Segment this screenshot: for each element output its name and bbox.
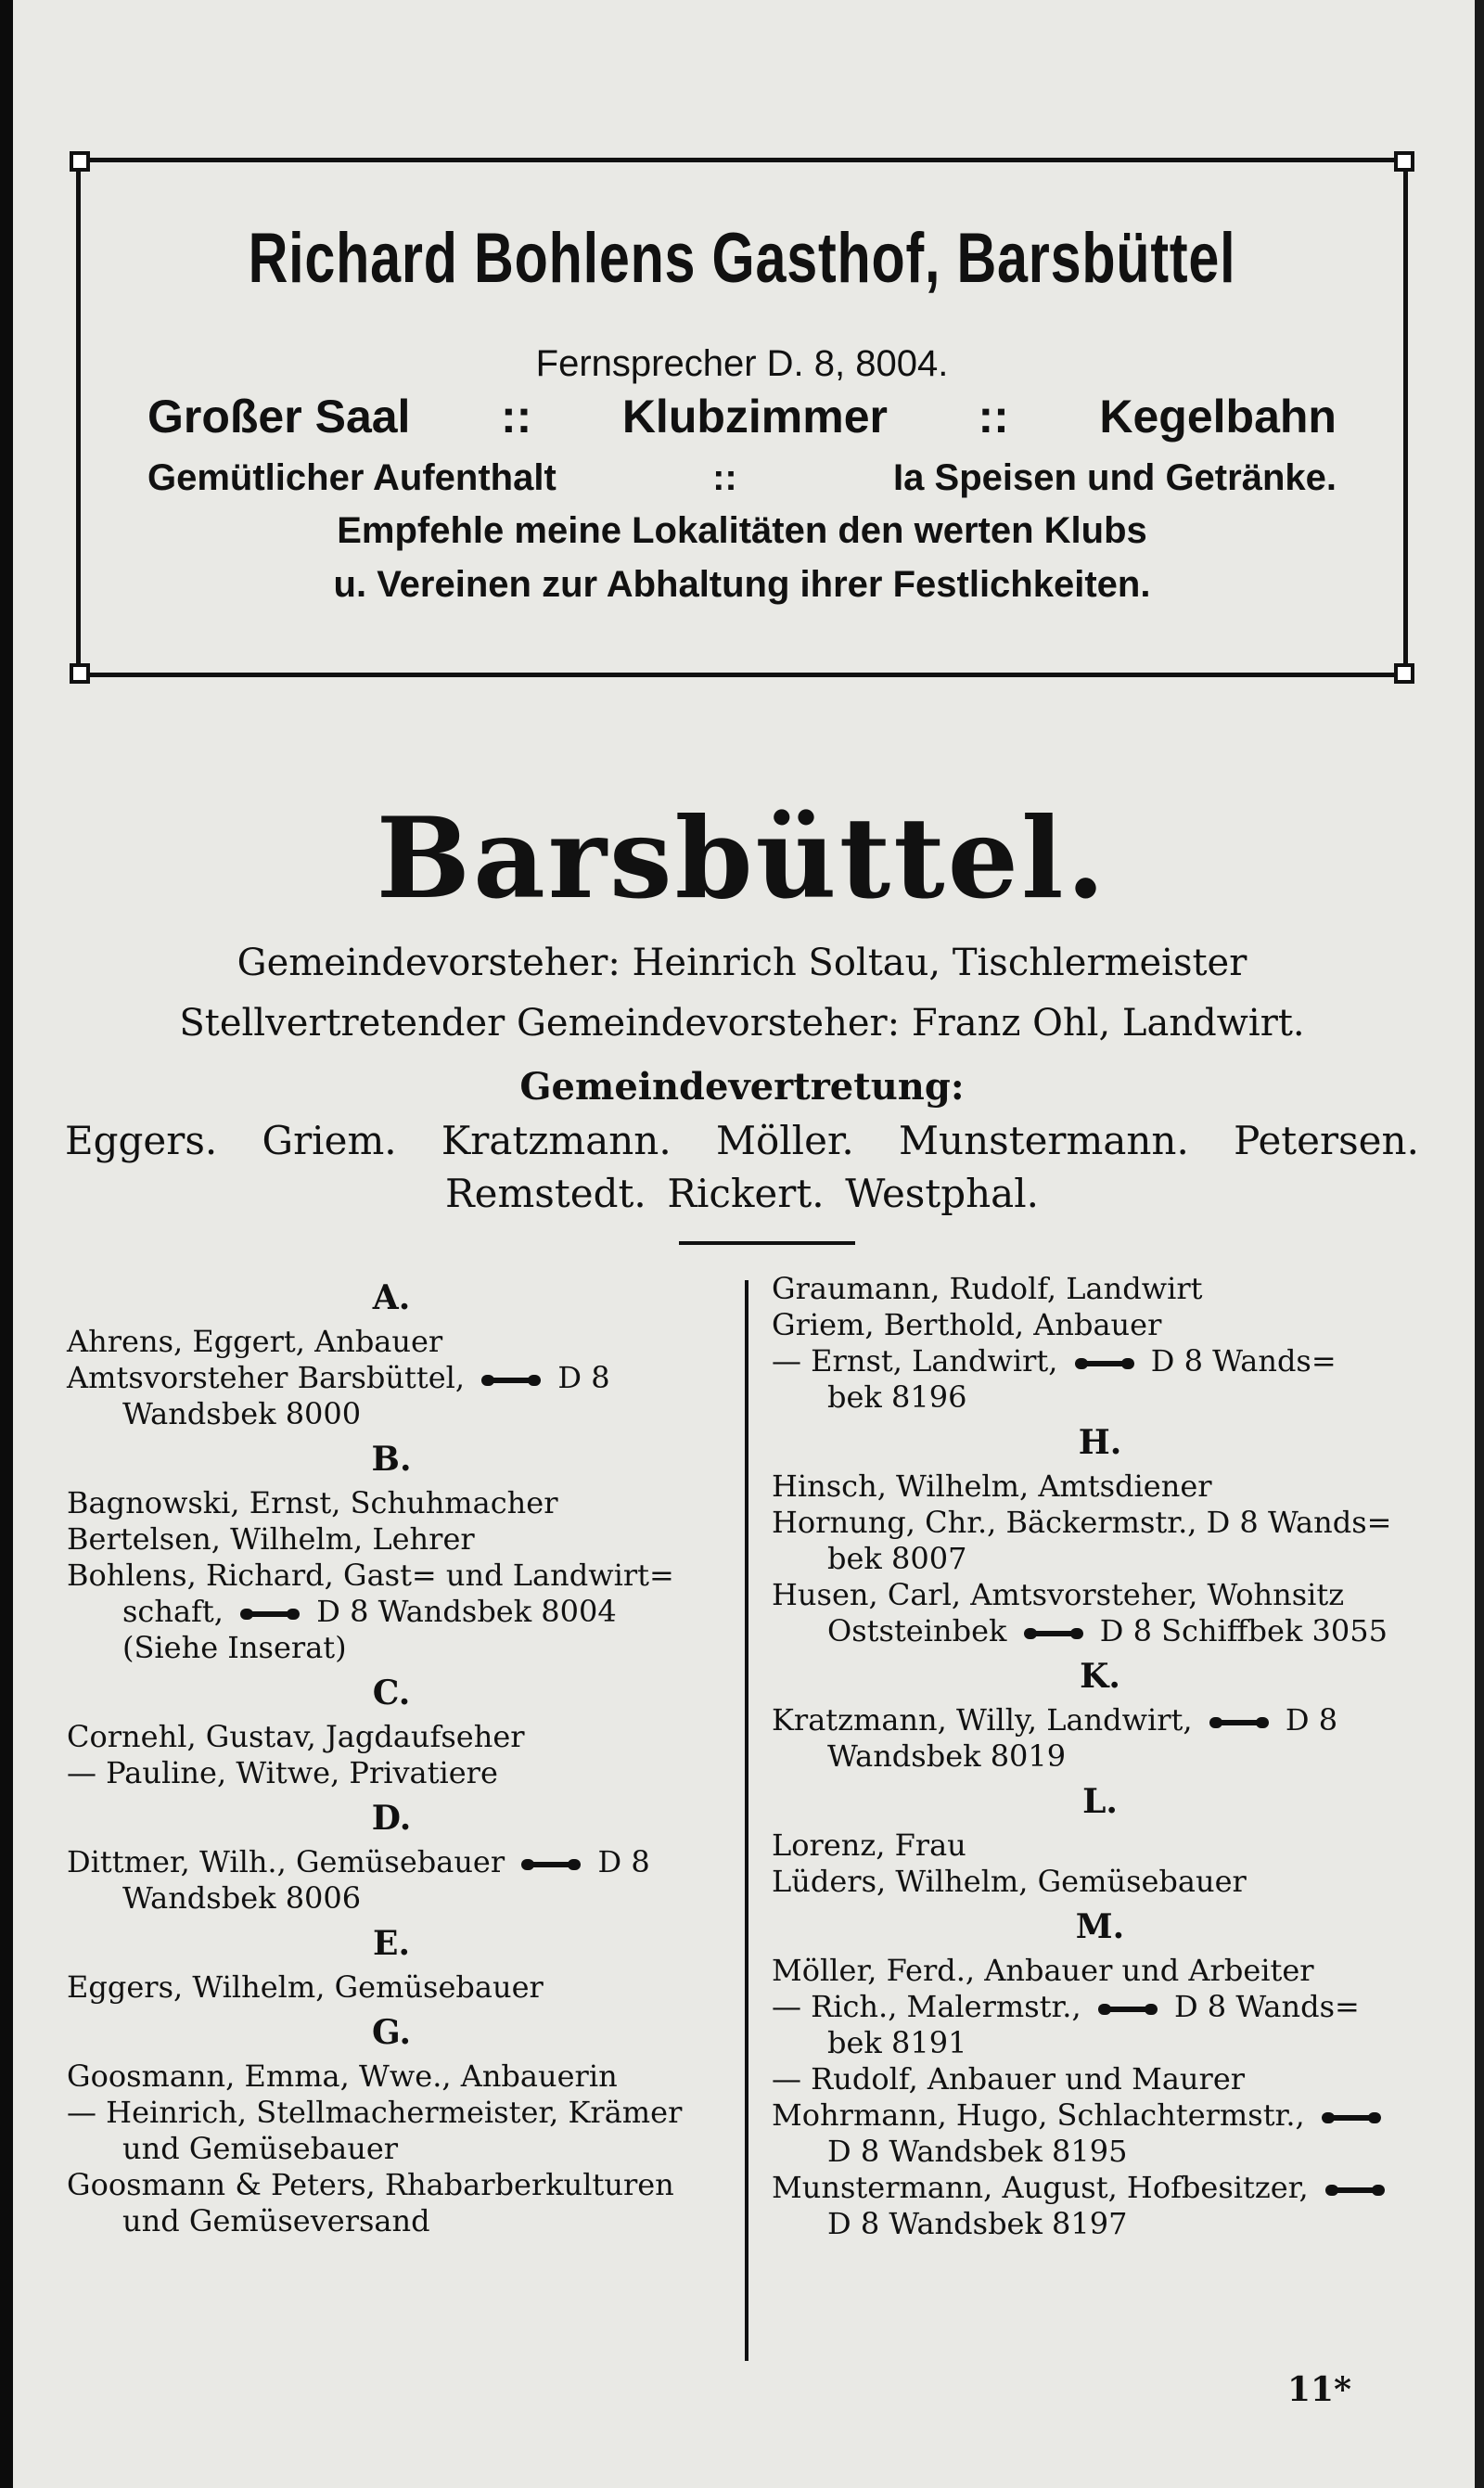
directory-entry: Lorenz, Frau: [772, 1828, 966, 1863]
ad-feature: Gemütlicher Aufenthalt: [147, 457, 556, 498]
directory-entry: — Pauline, Witwe, Privatiere: [67, 1755, 498, 1790]
deputy-mayor-line: Stellvertretender Gemeindevorsteher: Franz Ohl, Landwirt.: [179, 1002, 1305, 1045]
council-member: Remstedt.: [445, 1171, 646, 1216]
telephone-icon: [1320, 2108, 1383, 2128]
ad-feature: Großer Saal: [147, 391, 411, 442]
frame-corner-ornament: [70, 151, 90, 172]
mayor-line: Gemeindevorsteher: Heinrich Soltau, Tischlermeister: [237, 942, 1247, 984]
ad-text-line: Empfehle meine Lokalitäten den werten Klubs: [337, 510, 1147, 551]
letter-heading: G.: [372, 2013, 411, 2052]
council-member: Eggers.: [65, 1118, 218, 1163]
directory-entry: Graumann, Rudolf, Landwirt: [772, 1271, 1203, 1306]
directory-entry: Amtsvorsteher Barsbüttel, D 8 Wandsbek 8000: [67, 1360, 610, 1431]
town-title: Barsbüttel.: [376, 793, 1108, 924]
council-member: Möller.: [715, 1118, 854, 1163]
council-members-row: [445, 1171, 1039, 1216]
ad-separator: ::: [500, 391, 532, 442]
directory-entry: Dittmer, Wilh., Gemüsebauer D 8 Wandsbek 8006: [67, 1844, 650, 1916]
telephone-icon: [1096, 1999, 1159, 2020]
column-divider: [745, 1280, 748, 2361]
ad-separator: ::: [712, 457, 737, 498]
directory-entry: Kratzmann, Willy, Landwirt, D 8 Wandsbek 8019: [772, 1702, 1338, 1774]
directory-entry: Hinsch, Wilhelm, Amtsdiener: [772, 1468, 1212, 1504]
letter-heading: K.: [1080, 1657, 1120, 1696]
council-member: Kratzmann.: [441, 1118, 672, 1163]
letter-heading: L.: [1082, 1782, 1118, 1821]
directory-entry: Griem, Berthold, Anbauer: [772, 1307, 1162, 1342]
directory-entry: Bagnowski, Ernst, Schuhmacher: [67, 1485, 558, 1520]
directory-entry: Cornehl, Gustav, Jagdaufseher: [67, 1719, 525, 1754]
council-member: Griem.: [262, 1118, 397, 1163]
ad-separator: ::: [978, 391, 1009, 442]
directory-entry: Husen, Carl, Amtsvorsteher, Wohnsitz Oststeinbek D 8 Schiffbek 3055: [772, 1577, 1388, 1648]
directory-entry: Ahrens, Eggert, Anbauer: [67, 1324, 443, 1359]
telephone-icon: [238, 1604, 301, 1624]
council-member: Rickert.: [667, 1171, 825, 1216]
letter-heading: A.: [372, 1278, 411, 1317]
ad-feature: Klubzimmer: [621, 391, 888, 442]
ad-title: Richard Bohlens Gasthof, Barsbüttel: [248, 219, 1236, 298]
advertisement-box: [76, 158, 1408, 677]
letter-heading: M.: [1075, 1907, 1125, 1946]
council-member: Petersen.: [1234, 1118, 1419, 1163]
directory-entry: Bertelsen, Wilhelm, Lehrer: [67, 1521, 475, 1557]
directory-column-left: [67, 1271, 716, 2239]
frame-corner-ornament: [70, 663, 90, 684]
page-edge-left: [0, 0, 13, 2488]
telephone-icon: [519, 1854, 582, 1875]
letter-heading: H.: [1078, 1423, 1122, 1462]
letter-heading: C.: [372, 1674, 411, 1712]
directory-entry: Mohrmann, Hugo, Schlachtermstr., D 8 Wandsbek 8195: [772, 2097, 1428, 2170]
directory-entry: Eggers, Wilhelm, Gemüsebauer: [67, 1969, 544, 2005]
page-number: 11*: [1287, 2370, 1351, 2409]
directory-entry: Goosmann, Emma, Wwe., Anbauerin: [67, 2058, 618, 2094]
frame-corner-ornament: [1394, 151, 1414, 172]
page-edge-right: [1475, 0, 1484, 2488]
directory-entry: — Heinrich, Stellmachermeister, Krämer und Gemüsebauer: [67, 2095, 683, 2166]
council-heading: Gemeindevertretung:: [519, 1065, 965, 1109]
telephone-icon: [1208, 1712, 1271, 1733]
letter-heading: B.: [371, 1440, 412, 1479]
council-member: Munstermann.: [899, 1118, 1189, 1163]
directory-entry: — Rudolf, Anbauer und Maurer: [772, 2061, 1246, 2097]
directory-entry: Munstermann, August, Hofbesitzer, D 8 Wandsbek 8197: [772, 2170, 1428, 2242]
letter-heading: E.: [373, 1924, 410, 1963]
council-member: Westphal.: [845, 1171, 1039, 1216]
ad-text-line: u. Vereinen zur Abhaltung ihrer Festlichkeiten.: [333, 564, 1151, 605]
ad-phone: Fernsprecher D. 8, 8004.: [535, 343, 949, 384]
letter-heading: D.: [371, 1799, 412, 1838]
telephone-icon: [1073, 1353, 1136, 1374]
directory-entry: — Rich., Malermstr., D 8 Wands= bek 8191: [772, 1989, 1360, 2060]
directory-entry: Bohlens, Richard, Gast= und Landwirt= schaft, D 8 Wandsbek 8004 (Siehe Inserat): [67, 1558, 674, 1665]
telephone-icon: [1324, 2180, 1387, 2200]
council-members-row: [65, 1118, 1419, 1163]
ad-feature: Kegelbahn: [1099, 391, 1337, 442]
ad-features-row: [147, 457, 1337, 499]
ad-features-row: [147, 390, 1337, 443]
section-divider-rule: [679, 1241, 855, 1245]
directory-entry: Hornung, Chr., Bäckermstr., D 8 Wands= bek 8007: [772, 1505, 1392, 1576]
ad-feature: Ia Speisen und Getränke.: [893, 457, 1337, 498]
directory-entry: — Ernst, Landwirt, D 8 Wands= bek 8196: [772, 1343, 1337, 1415]
directory-entry: Lüders, Wilhelm, Gemüsebauer: [772, 1864, 1247, 1899]
frame-corner-ornament: [1394, 663, 1414, 684]
telephone-icon: [480, 1370, 543, 1391]
directory-column-right: [772, 1271, 1428, 2242]
telephone-icon: [1022, 1623, 1085, 1644]
directory-entry: Goosmann & Peters, Rhabarberkulturen und Gemüseversand: [67, 2167, 674, 2238]
directory-entry: Möller, Ferd., Anbauer und Arbeiter: [772, 1953, 1314, 1988]
